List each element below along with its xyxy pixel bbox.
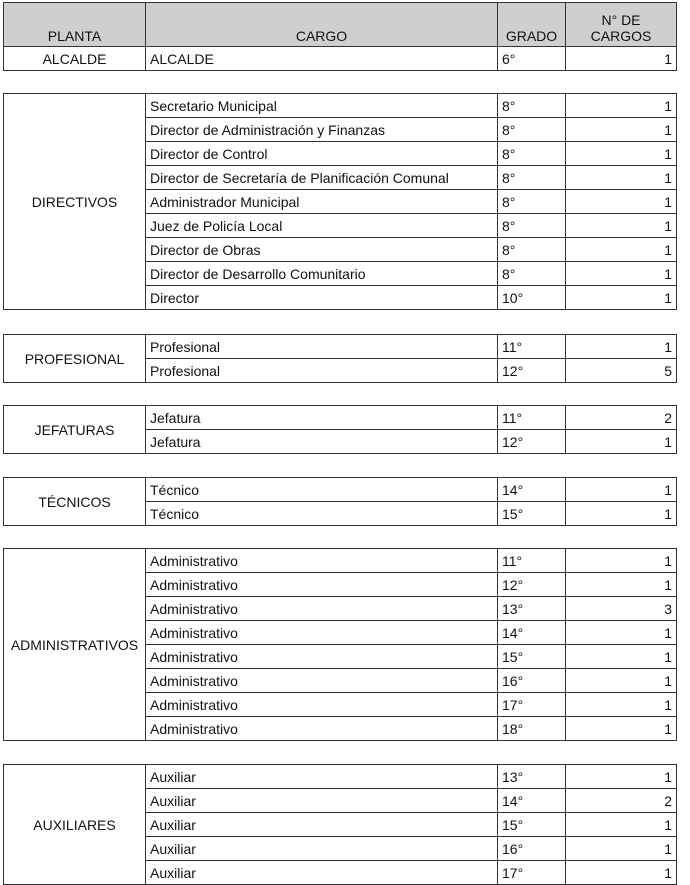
n-cargos-cell: 1 xyxy=(566,502,677,526)
grado-cell: 8° xyxy=(498,94,566,118)
n-cargos-cell: 1 xyxy=(566,621,677,645)
planta-cell: ADMINISTRATIVOS xyxy=(4,549,146,741)
n-cargos-cell: 1 xyxy=(566,118,677,142)
cargo-cell: Administrativo xyxy=(146,597,498,621)
cargo-cell: Administrativo xyxy=(146,621,498,645)
cargo-cell: ALCALDE xyxy=(146,47,498,71)
n-cargos-cell: 1 xyxy=(566,262,677,286)
planta-cell: DIRECTIVOS xyxy=(4,94,146,310)
cargo-cell: Profesional xyxy=(146,359,498,383)
cargo-cell: Administrativo xyxy=(146,549,498,573)
grado-cell: 8° xyxy=(498,166,566,190)
cargo-cell: Auxiliar xyxy=(146,813,498,837)
grado-cell: 8° xyxy=(498,190,566,214)
grado-cell: 8° xyxy=(498,238,566,262)
table-row xyxy=(4,478,677,502)
cargo-cell: Auxiliar xyxy=(146,765,498,789)
grado-cell: 14° xyxy=(498,621,566,645)
header-row xyxy=(4,3,677,47)
n-cargos-cell: 1 xyxy=(566,717,677,741)
grado-cell: 15° xyxy=(498,813,566,837)
cargo-cell: Director de Control xyxy=(146,142,498,166)
header-n-cargos: N° DE CARGOS xyxy=(566,3,677,47)
cargo-cell: Jefatura xyxy=(146,406,498,430)
n-cargos-cell: 1 xyxy=(566,861,677,885)
n-cargos-cell: 1 xyxy=(566,190,677,214)
cargo-cell: Técnico xyxy=(146,502,498,526)
grado-cell: 8° xyxy=(498,142,566,166)
planta-table-0 xyxy=(3,2,677,71)
n-cargos-cell: 2 xyxy=(566,789,677,813)
grado-cell: 13° xyxy=(498,765,566,789)
n-cargos-cell: 1 xyxy=(566,166,677,190)
planta-table-6 xyxy=(3,764,677,885)
cargo-cell: Administrativo xyxy=(146,645,498,669)
planta-cell: PROFESIONAL xyxy=(4,335,146,383)
grado-cell: 18° xyxy=(498,717,566,741)
grado-cell: 12° xyxy=(498,573,566,597)
cargo-cell: Administrativo xyxy=(146,573,498,597)
n-cargos-cell: 1 xyxy=(566,669,677,693)
header-grado: GRADO xyxy=(498,3,566,47)
grado-cell: 14° xyxy=(498,478,566,502)
planta-cell: AUXILIARES xyxy=(4,765,146,885)
n-cargos-cell: 1 xyxy=(566,286,677,310)
cargo-cell: Secretario Municipal xyxy=(146,94,498,118)
n-cargos-cell: 1 xyxy=(566,573,677,597)
planta-cell: ALCALDE xyxy=(4,47,146,71)
cargo-cell: Director xyxy=(146,286,498,310)
grado-cell: 8° xyxy=(498,118,566,142)
planta-table-2 xyxy=(3,334,677,383)
header-cargo: CARGO xyxy=(146,3,498,47)
grado-cell: 6° xyxy=(498,47,566,71)
cargo-cell: Administrador Municipal xyxy=(146,190,498,214)
grado-cell: 14° xyxy=(498,789,566,813)
n-cargos-cell: 1 xyxy=(566,214,677,238)
cargo-cell: Director de Secretaría de Planificación Comunal xyxy=(146,166,498,190)
n-cargos-cell: 1 xyxy=(566,549,677,573)
cargo-cell: Profesional xyxy=(146,335,498,359)
n-cargos-cell: 1 xyxy=(566,142,677,166)
cargo-cell: Director de Obras xyxy=(146,238,498,262)
grado-cell: 8° xyxy=(498,214,566,238)
n-cargos-cell: 2 xyxy=(566,406,677,430)
planta-cell: TÉCNICOS xyxy=(4,478,146,526)
cargo-cell: Director de Administración y Finanzas xyxy=(146,118,498,142)
table-row xyxy=(4,765,677,789)
table-row xyxy=(4,549,677,573)
grado-cell: 10° xyxy=(498,286,566,310)
grado-cell: 11° xyxy=(498,549,566,573)
n-cargos-cell: 1 xyxy=(566,645,677,669)
grado-cell: 17° xyxy=(498,693,566,717)
table-row xyxy=(4,47,677,71)
n-cargos-cell: 1 xyxy=(566,478,677,502)
n-cargos-cell: 1 xyxy=(566,430,677,454)
grado-cell: 16° xyxy=(498,837,566,861)
grado-cell: 15° xyxy=(498,645,566,669)
table-row xyxy=(4,335,677,359)
n-cargos-cell: 1 xyxy=(566,47,677,71)
grado-cell: 17° xyxy=(498,861,566,885)
header-planta: PLANTA xyxy=(4,3,146,47)
n-cargos-cell: 1 xyxy=(566,94,677,118)
grado-cell: 8° xyxy=(498,262,566,286)
grado-cell: 12° xyxy=(498,359,566,383)
grado-cell: 12° xyxy=(498,430,566,454)
table-row xyxy=(4,94,677,118)
planta-cell: JEFATURAS xyxy=(4,406,146,454)
planta-table-1 xyxy=(3,93,677,310)
grado-cell: 16° xyxy=(498,669,566,693)
cargo-cell: Técnico xyxy=(146,478,498,502)
cargo-cell: Administrativo xyxy=(146,717,498,741)
cargo-cell: Juez de Policía Local xyxy=(146,214,498,238)
planta-table-5 xyxy=(3,548,677,741)
cargo-cell: Auxiliar xyxy=(146,789,498,813)
planta-table-4 xyxy=(3,477,677,526)
n-cargos-cell: 3 xyxy=(566,597,677,621)
planta-table-3 xyxy=(3,405,677,454)
grado-cell: 13° xyxy=(498,597,566,621)
table-row xyxy=(4,406,677,430)
n-cargos-cell: 1 xyxy=(566,693,677,717)
grado-cell: 15° xyxy=(498,502,566,526)
n-cargos-cell: 5 xyxy=(566,359,677,383)
cargo-cell: Jefatura xyxy=(146,430,498,454)
n-cargos-cell: 1 xyxy=(566,765,677,789)
n-cargos-cell: 1 xyxy=(566,837,677,861)
n-cargos-cell: 1 xyxy=(566,238,677,262)
grado-cell: 11° xyxy=(498,335,566,359)
cargo-cell: Administrativo xyxy=(146,669,498,693)
grado-cell: 11° xyxy=(498,406,566,430)
n-cargos-cell: 1 xyxy=(566,335,677,359)
n-cargos-cell: 1 xyxy=(566,813,677,837)
cargo-cell: Auxiliar xyxy=(146,861,498,885)
cargo-cell: Administrativo xyxy=(146,693,498,717)
cargo-cell: Auxiliar xyxy=(146,837,498,861)
cargo-cell: Director de Desarrollo Comunitario xyxy=(146,262,498,286)
